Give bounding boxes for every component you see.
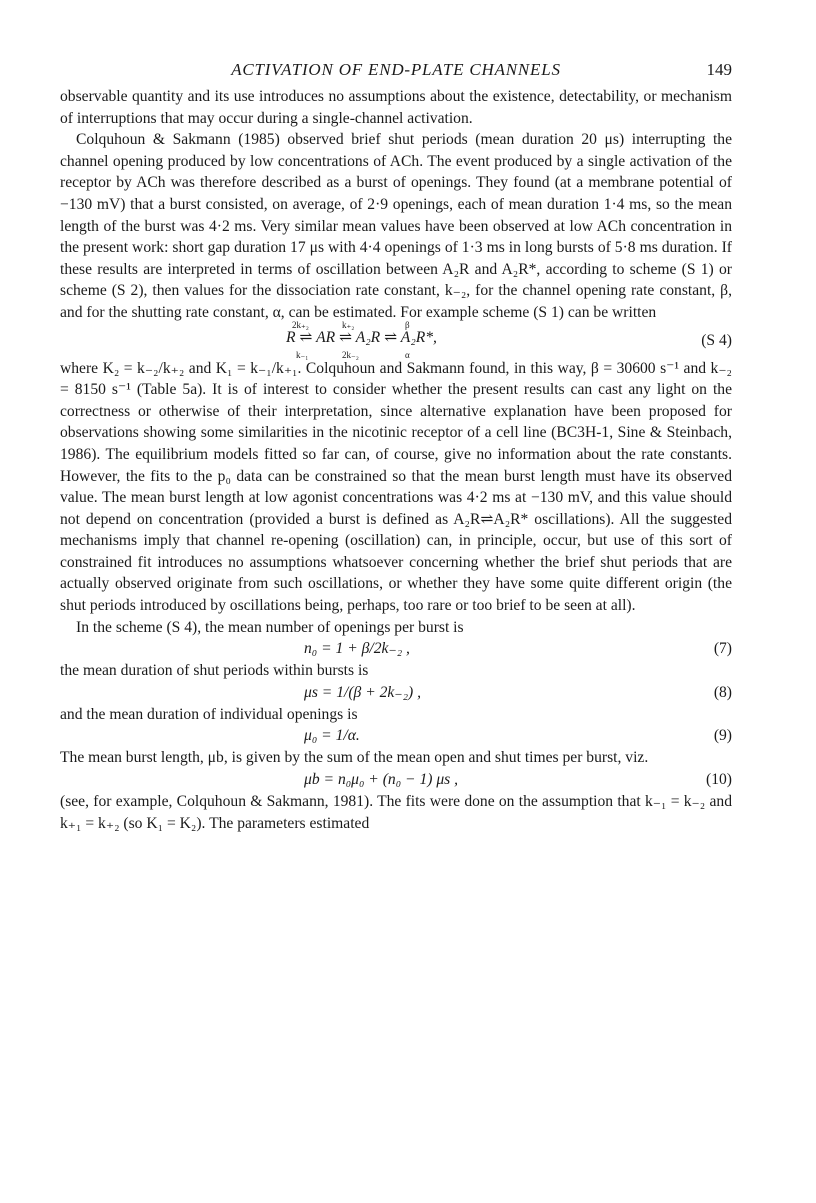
scheme-rate-2kplus2: 2k₊₂ bbox=[292, 319, 309, 330]
equation-7-number: (7) bbox=[713, 640, 732, 658]
paragraph-openings-duration: and the mean duration of individual openings is bbox=[60, 705, 358, 723]
scheme-rate-beta: β bbox=[405, 319, 410, 330]
paragraph-shut-periods: the mean duration of shut periods within bursts is bbox=[60, 662, 369, 680]
equation-7-formula: n₀ = 1 + β/2k₋₂ , bbox=[304, 640, 410, 658]
page-number: 149 bbox=[706, 60, 732, 79]
paragraph-fit-assumption: (see, for example, Colquhoun & Sakmann, 1981). The fits were done on the assumption that k₋₁ = k₋₂ and k₊₁ = k₊₂ (so K₁ = K₂). The parameters estimated bbox=[60, 793, 732, 832]
paragraph-openings-per-burst: In the scheme (S 4), the mean number of openings per burst is bbox=[76, 618, 464, 636]
paragraph-burst-observations: Colquhoun & Sakmann (1985) observed brief shut periods (mean duration 20 μs) interrupting the channel opening produced by low concentrations of ACh. The event produced by a single activation of the receptor by ACh was therefore described as a burst of openings. They found (at a membrane potential of −130 mV) that a burst consisted, on average, of 2·9 openings, each of mean duration 1·4 ms, so the mean length of the burst was 4·2 ms. Very similar mean values have been observed at low ACh concentration in the present work: short gap duration 17 μs with 4·4 openings of 1·3 ms in long bursts of 5·8 ms duration. If these results are interpreted in terms of oscillation between A₂R and A₂R*, according to scheme (S 1) or scheme (S 2), then values for the dissociation rate constant, k₋₂, for the channel opening rate constant, β, and for the shutting rate constant, α, can be estimated. For example scheme (S 1) can be written bbox=[60, 131, 732, 321]
page-header bbox=[60, 58, 732, 86]
scheme-label: (S 4) bbox=[701, 331, 732, 349]
paragraph-rate-constants: where K₂ = k₋₂/k₊₂ and K₁ = k₋₁/k₊₁. Colquhoun and Sakmann found, in this way, β = 30600 s⁻¹ and k₋₂ = 8150 s⁻¹ (Table 5a). It is of interest to consider whether the present results can cast any light on the correctness or otherwise of their interpretation, since alternative explanation have been proposed for observations showing some similarities in the nicotinic receptor of a cell line (BC3H-1, Sine & Steinbach, 1986). The equilibrium models fitted so far can, of course, give no information about the rate constants. However, the fits to the p₀ data can be constrained so that the mean burst length must have its observed value. The mean burst length at low agonist concentrations was 4·2 ms at −130 mV, and this value should not depend on concentration (provided a burst is defined as A₂R⇌A₂R* oscillations). All the suggested mechanisms imply that channel re-opening (oscillation) can, in principle, occur, but use of this sort of constrained fit introduces no assumptions whatsoever concerning whether the brief shut periods that are actually observed originate from such oscillations, or whether they have some quite different origin (the shut periods introduced by oscillations being, perhaps, too rare or too brief to be seen at all). bbox=[60, 359, 732, 615]
equation-10-number: (10) bbox=[706, 771, 732, 789]
scheme-formula: R ⇌ AR ⇌ A₂R ⇌ A₂R*, bbox=[286, 328, 437, 346]
scheme-rate-kminus1: k₋₁ bbox=[296, 349, 309, 360]
equation-7 bbox=[60, 638, 732, 660]
equation-9-formula: μ₀ = 1/α. bbox=[304, 727, 360, 745]
equation-10-formula: μb = n₀μ₀ + (n₀ − 1) μs , bbox=[304, 771, 459, 789]
equation-8 bbox=[60, 682, 732, 704]
equation-8-formula: μs = 1/(β + 2k₋₂) , bbox=[304, 683, 421, 701]
equation-8-number: (8) bbox=[713, 683, 732, 701]
equation-10 bbox=[60, 769, 732, 791]
scheme-rate-2kminus2: 2k₋₂ bbox=[342, 349, 359, 360]
equation-9-number: (9) bbox=[713, 727, 732, 745]
scheme-rate-alpha: α bbox=[405, 349, 410, 360]
journal-page bbox=[60, 58, 732, 834]
paragraph-burst-length: The mean burst length, μb, is given by the sum of the mean open and shut times per burst, viz. bbox=[60, 749, 649, 767]
equation-9 bbox=[60, 725, 732, 747]
scheme-s4 bbox=[60, 319, 732, 360]
running-title: ACTIVATION OF END-PLATE CHANNELS bbox=[231, 60, 561, 79]
paragraph-continuation: observable quantity and its use introduces no assumptions about the existence, detectability, or mechanism of interruptions that may occur during a single-channel activation. bbox=[60, 88, 732, 127]
scheme-rate-kplus2: k₊₂ bbox=[342, 319, 355, 330]
